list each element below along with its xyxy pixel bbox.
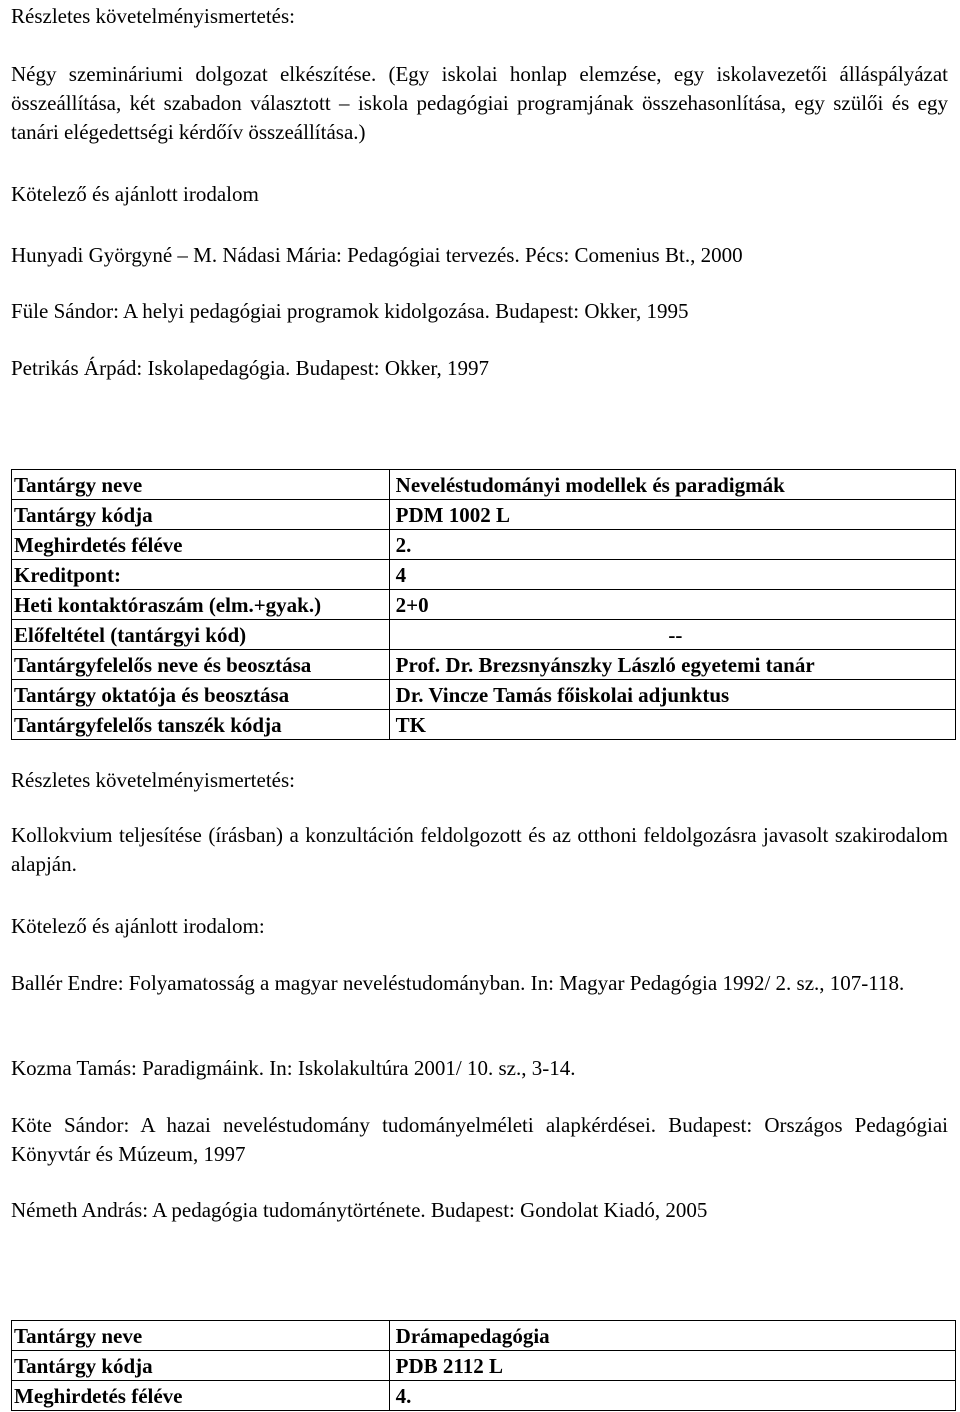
literature-item: Köte Sándor: A hazai neveléstudomány tudományelméleti alapkérdései. Budapest: Országos Pedagógiai Könyvtár és Múzeum, 1997 (11, 1113, 948, 1166)
row-label: Tantárgy oktatója és beosztása (12, 680, 390, 710)
literature-item: Füle Sándor: A helyi pedagógiai programok kidolgozása. Budapest: Okker, 1995 (11, 299, 689, 323)
table-row (12, 680, 956, 710)
table-row (12, 470, 956, 500)
table-row (12, 650, 956, 680)
literature-heading: Kötelező és ajánlott irodalom (11, 182, 259, 206)
row-label: Előfeltétel (tantárgyi kód) (12, 620, 390, 650)
table-row (12, 710, 956, 740)
table-row (12, 500, 956, 530)
row-label: Meghirdetés féléve (12, 530, 390, 560)
literature-heading: Kötelező és ajánlott irodalom: (11, 914, 265, 938)
row-value: -- (389, 620, 955, 650)
row-value: Drámapedagógia (389, 1321, 955, 1351)
row-value: PDM 1002 L (389, 500, 955, 530)
requirements-heading: Részletes követelményismertetés: (11, 4, 295, 28)
row-label: Heti kontaktóraszám (elm.+gyak.) (12, 590, 390, 620)
literature-item: Petrikás Árpád: Iskolapedagógia. Budapest: Okker, 1997 (11, 356, 489, 380)
row-value: 4. (395, 1383, 412, 1408)
row-value: Prof. Dr. Brezsnyánszky László egyetemi tanár (389, 650, 955, 680)
row-value: TK (395, 712, 427, 737)
requirements-text: Kollokvium teljesítése (írásban) a konzultáción feldolgozott és az otthoni feldolgozásra javasolt szakirodalom alapján. (11, 823, 948, 876)
row-value: PDB 2112 L (389, 1351, 955, 1381)
row-value: 2. (389, 530, 955, 560)
table-row (12, 1321, 956, 1351)
row-label: Meghirdetés féléve (12, 1381, 390, 1411)
course-info-table (11, 1320, 956, 1411)
row-label: Tantárgy neve (12, 470, 390, 500)
table-row (12, 1381, 956, 1411)
literature-item: Ballér Endre: Folyamatosság a magyar neveléstudományban. In: Magyar Pedagógia 1992/ 2. sz., 107-118. (11, 971, 905, 995)
literature-item: Kozma Tamás: Paradigmáink. In: Iskolakultúra 2001/ 10. sz., 3-14. (11, 1056, 576, 1080)
row-label: Tantárgyfelelős tanszék kódja (12, 710, 390, 740)
literature-item: Németh András: A pedagógia tudománytörténete. Budapest: Gondolat Kiadó, 2005 (11, 1198, 708, 1222)
row-label: Tantárgy neve (12, 1321, 390, 1351)
row-label: Tantárgy kódja (12, 1351, 390, 1381)
table-row (12, 530, 956, 560)
table-row (12, 1351, 956, 1381)
row-value: 2+0 (389, 590, 955, 620)
row-label: Kreditpont: (12, 560, 390, 590)
course-info-table (11, 469, 956, 740)
table-row (12, 560, 956, 590)
requirements-heading: Részletes követelményismertetés: (11, 768, 295, 792)
requirements-text: Négy szemináriumi dolgozat elkészítése. (Egy iskolai honlap elemzése, egy iskolavezetői álláspályázat összeállítása, két szabadon választott – iskola pedagógiai programjának összehasonlítása, egy szülői és egy tanári elégedettségi kérdőív összeállítása.) (11, 62, 948, 144)
row-label: Tantárgy kódja (12, 500, 390, 530)
table-row (12, 590, 956, 620)
row-value: 4 (389, 560, 955, 590)
literature-item: Hunyadi Györgyné – M. Nádasi Mária: Pedagógiai tervezés. Pécs: Comenius Bt., 2000 (11, 243, 743, 267)
table-row (12, 620, 956, 650)
row-value: Dr. Vincze Tamás főiskolai adjunktus (389, 680, 955, 710)
row-label: Tantárgyfelelős neve és beosztása (12, 650, 390, 680)
row-value: Neveléstudományi modellek és paradigmák (389, 470, 955, 500)
